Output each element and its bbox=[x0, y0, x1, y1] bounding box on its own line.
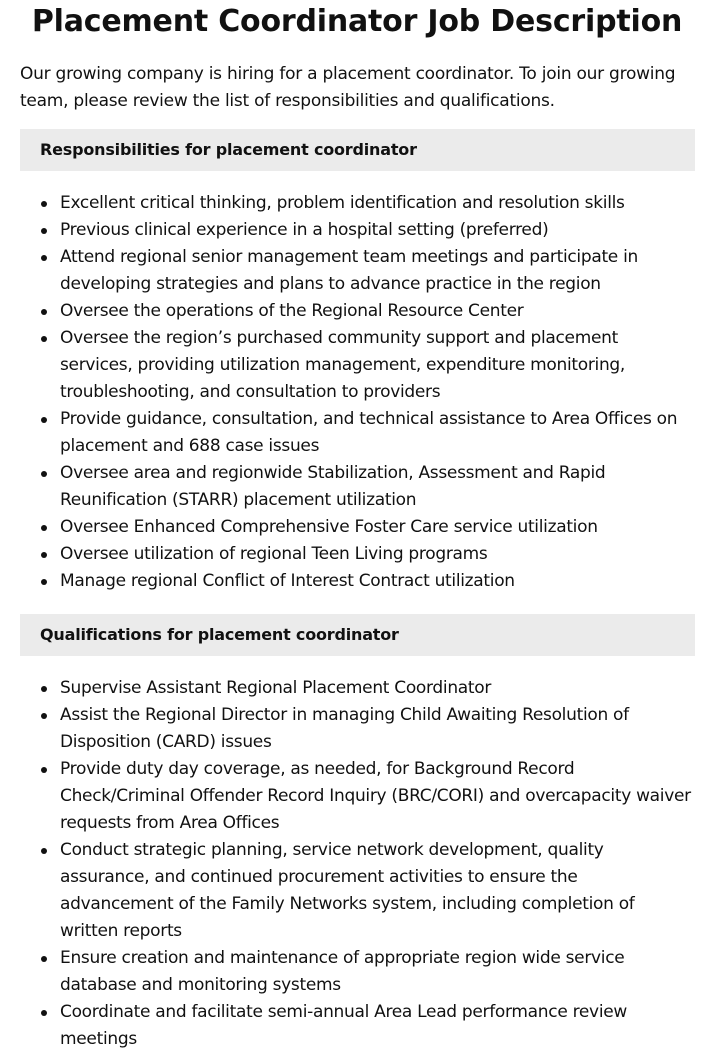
list-item: Provide duty day coverage, as needed, for Background Record Check/Criminal Offender Record Inquiry (BRC/CORI) and overcapacity waiver requests from Area Offices bbox=[40, 756, 695, 837]
list-item: Oversee utilization of regional Teen Living programs bbox=[40, 541, 695, 568]
list-item: Provide guidance, consultation, and technical assistance to Area Offices on placement and 688 case issues bbox=[40, 406, 695, 460]
qualifications-heading: Qualifications for placement coordinator bbox=[20, 614, 695, 656]
list-item: Previous clinical experience in a hospital setting (preferred) bbox=[40, 217, 695, 244]
list-item: Oversee Enhanced Comprehensive Foster Care service utilization bbox=[40, 514, 695, 541]
list-item: Oversee the region’s purchased community support and placement services, providing utilization management, expenditure monitoring, troubleshooting, and consultation to providers bbox=[40, 325, 695, 406]
list-item: Oversee the operations of the Regional Resource Center bbox=[40, 298, 695, 325]
list-item: Attend regional senior management team meetings and participate in developing strategies and plans to advance practice in the region bbox=[40, 244, 695, 298]
list-item: Coordinate and facilitate semi-annual Area Lead performance review meetings bbox=[40, 999, 695, 1053]
list-item: Oversee area and regionwide Stabilization, Assessment and Rapid Reunification (STARR) placement utilization bbox=[40, 460, 695, 514]
list-item: Excellent critical thinking, problem identification and resolution skills bbox=[40, 190, 695, 217]
list-item: Assist the Regional Director in managing Child Awaiting Resolution of Disposition (CARD) issues bbox=[40, 702, 695, 756]
list-item: Ensure creation and maintenance of appropriate region wide service database and monitoring systems bbox=[40, 945, 695, 999]
responsibilities-heading: Responsibilities for placement coordinator bbox=[20, 129, 695, 171]
list-item: Conduct strategic planning, service network development, quality assurance, and continued procurement activities to ensure the advancement of the Family Networks system, including completion of written reports bbox=[40, 837, 695, 945]
qualifications-list bbox=[40, 675, 695, 1053]
list-item: Manage regional Conflict of Interest Contract utilization bbox=[40, 568, 695, 595]
list-item: Supervise Assistant Regional Placement Coordinator bbox=[40, 675, 695, 702]
responsibilities-list bbox=[40, 190, 695, 595]
page-title: Placement Coordinator Job Description bbox=[31, 4, 683, 39]
intro-paragraph: Our growing company is hiring for a placement coordinator. To join our growing team, please review the list of responsibilities and qualifications. bbox=[20, 64, 676, 111]
